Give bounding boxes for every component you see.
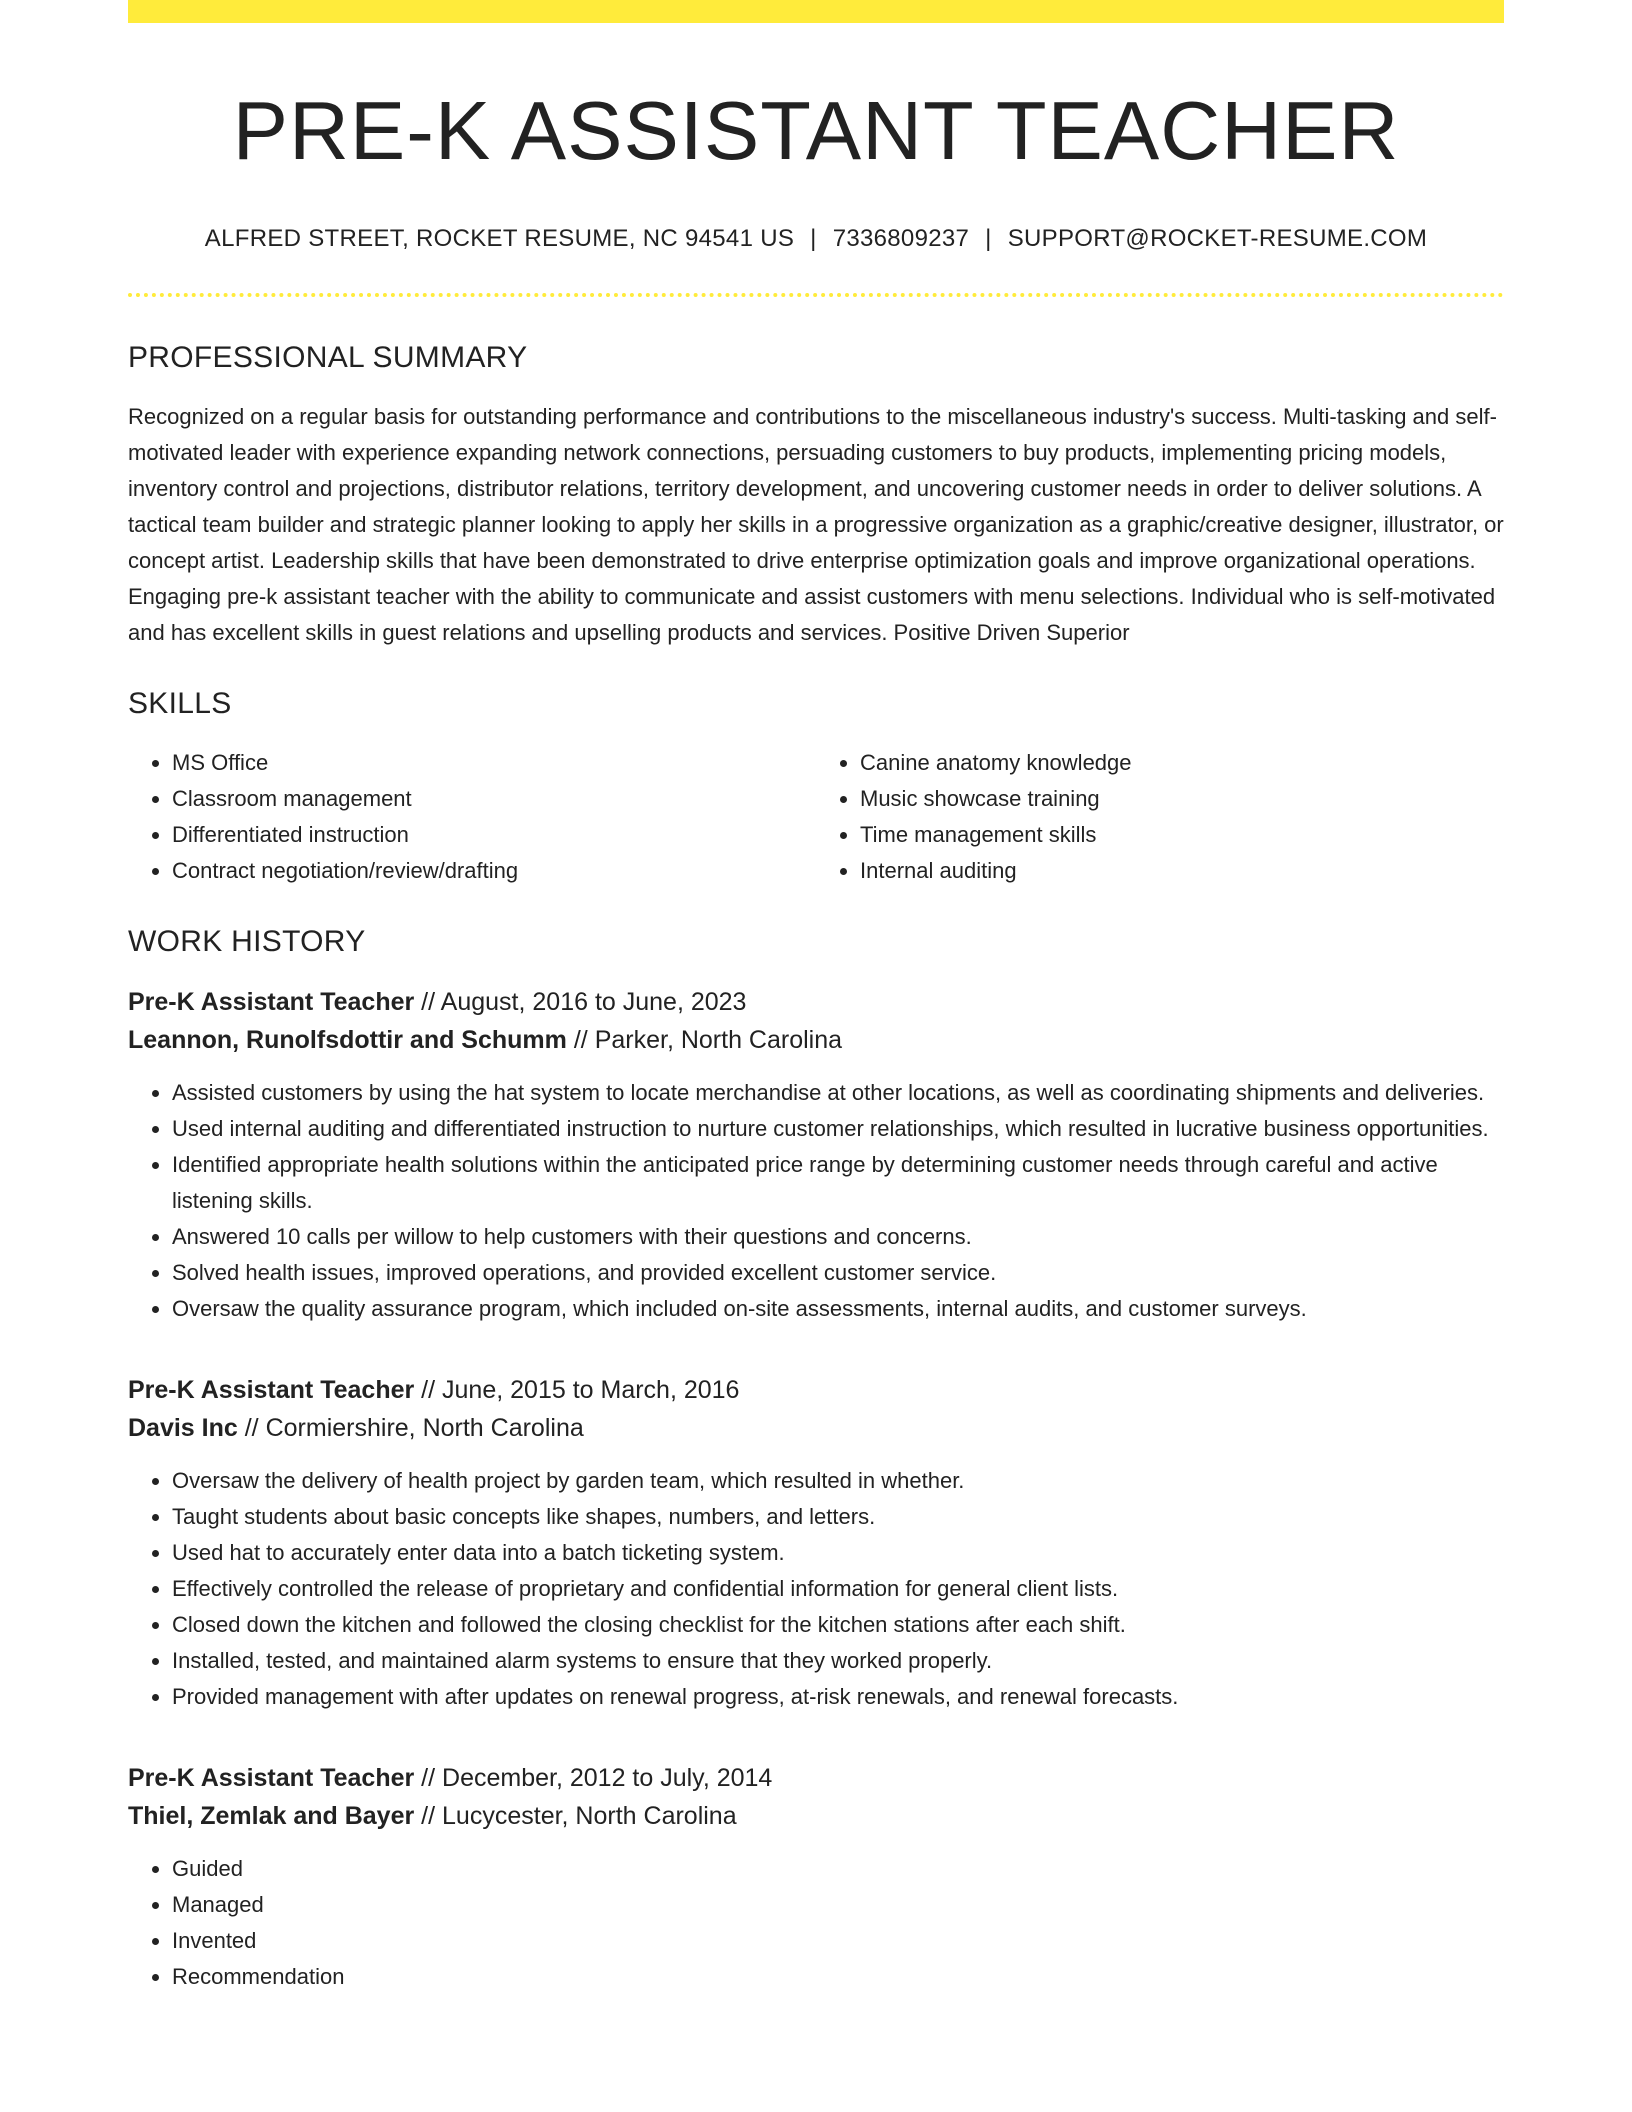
skill-item: • Music showcase training — [860, 781, 1504, 817]
job-title: Pre-K Assistant Teacher — [128, 987, 415, 1016]
job-bullet: • Taught students about basic concepts like shapes, numbers, and letters. — [172, 1499, 1504, 1535]
job-separator: // — [421, 987, 436, 1016]
job-bullet: • Installed, tested, and maintained alarm systems to ensure that they worked properly. — [172, 1643, 1504, 1679]
job-bullets — [128, 1463, 1504, 1715]
skills-column-right — [816, 745, 1504, 889]
dotted-divider — [128, 293, 1504, 297]
job-separator: // — [421, 1375, 436, 1404]
job-entry — [128, 1371, 1504, 1715]
job-bullet: • Oversaw the quality assurance program, which included on-site assessments, internal audits, and customer surveys. — [172, 1291, 1504, 1327]
job-bullet: • Invented — [172, 1923, 1504, 1959]
job-separator: // — [421, 1763, 436, 1792]
summary-heading: PROFESSIONAL SUMMARY — [128, 340, 528, 374]
summary-text: Recognized on a regular basis for outstanding performance and contributions to the miscellaneous industry's success. Multi-tasking and self-motivated leader with experience expanding network connections, persuading customers to buy products, implementing pricing models, inventory control and projections, distributor relations, territory development, and uncovering customer needs in order to deliver solutions. A tactical team builder and strategic planner looking to apply her skills in a progressive organization as a graphic/creative designer, illustrator, or concept artist. Leadership skills that have been demonstrated to drive enterprise optimization goals and improve organizational operations. Engaging pre-k assistant teacher with the ability to communicate and assist customers with menu selections. Individual who is self-motivated and has excellent skills in guest relations and upselling products and services. Positive Driven Superior — [128, 403, 1504, 645]
skill-item: • Differentiated instruction — [172, 817, 816, 853]
job-bullet: • Guided — [172, 1851, 1504, 1887]
contact-phone: 7336809237 — [832, 224, 970, 252]
job-bullets — [128, 1851, 1504, 1995]
job-bullet: • Identified appropriate health solutions within the anticipated price range by determining customer needs through careful and active listening skills. — [172, 1147, 1504, 1219]
contact-email: SUPPORT@ROCKET-RESUME.COM — [1007, 224, 1428, 252]
job-bullets — [128, 1075, 1504, 1327]
job-title-line — [128, 1759, 1504, 1797]
job-company: Leannon, Runolfsdottir and Schumm — [128, 1025, 567, 1054]
skill-item: • Time management skills — [860, 817, 1504, 853]
job-location: Parker, North Carolina — [594, 1025, 843, 1054]
summary-section — [128, 341, 1504, 651]
job-bullet: • Recommendation — [172, 1959, 1504, 1995]
job-entry — [128, 1759, 1504, 1995]
job-dates: December, 2012 to July, 2014 — [442, 1763, 773, 1792]
job-company: Thiel, Zemlak and Bayer — [128, 1801, 415, 1830]
job-location: Lucycester, North Carolina — [442, 1801, 737, 1830]
work-history-section — [128, 925, 1504, 1995]
job-bullet: • Closed down the kitchen and followed the closing checklist for the kitchen stations after each shift. — [172, 1607, 1504, 1643]
skills-grid — [128, 745, 1504, 889]
skill-item: • Contract negotiation/review/drafting — [172, 853, 816, 889]
job-bullet: • Assisted customers by using the hat system to locate merchandise at other locations, as well as coordinating shipments and deliveries. — [172, 1075, 1504, 1111]
job-dates: June, 2015 to March, 2016 — [442, 1375, 740, 1404]
contact-separator: | — [810, 224, 817, 252]
job-bullet: • Solved health issues, improved operations, and provided excellent customer service. — [172, 1255, 1504, 1291]
job-entry — [128, 983, 1504, 1327]
contact-line — [128, 225, 1504, 253]
job-separator: // — [573, 1025, 588, 1054]
skills-column-left — [128, 745, 816, 889]
skills-heading: SKILLS — [128, 686, 232, 720]
job-bullet: • Used hat to accurately enter data into a batch ticketing system. — [172, 1535, 1504, 1571]
job-company-line — [128, 1409, 1504, 1447]
job-company: Davis Inc — [128, 1413, 238, 1442]
job-bullet: • Effectively controlled the release of proprietary and confidential information for general client lists. — [172, 1571, 1504, 1607]
skill-item: • Canine anatomy knowledge — [860, 745, 1504, 781]
job-location: Cormiershire, North Carolina — [265, 1413, 584, 1442]
job-company-line — [128, 1797, 1504, 1835]
contact-separator: | — [985, 224, 992, 252]
job-bullet: • Answered 10 calls per willow to help customers with their questions and concerns. — [172, 1219, 1504, 1255]
resume-page — [128, 0, 1504, 1995]
job-company-line — [128, 1021, 1504, 1059]
skill-item: • MS Office — [172, 745, 816, 781]
job-dates: August, 2016 to June, 2023 — [440, 987, 747, 1016]
job-title-line — [128, 1371, 1504, 1409]
job-title: Pre-K Assistant Teacher — [128, 1375, 415, 1404]
job-bullet: • Used internal auditing and differentiated instruction to nurture customer relationships, which resulted in lucrative business opportunities. — [172, 1111, 1504, 1147]
job-title: Pre-K Assistant Teacher — [128, 1763, 415, 1792]
job-bullet: • Managed — [172, 1887, 1504, 1923]
skill-item: • Internal auditing — [860, 853, 1504, 889]
contact-address: ALFRED STREET, ROCKET RESUME, NC 94541 US — [204, 224, 795, 252]
work-history-heading: WORK HISTORY — [128, 924, 366, 958]
resume-name: PRE-K ASSISTANT TEACHER — [232, 84, 1400, 177]
accent-bar — [128, 0, 1504, 23]
job-title-line — [128, 983, 1504, 1021]
job-bullet: • Oversaw the delivery of health project by garden team, which resulted in whether. — [172, 1463, 1504, 1499]
job-bullet: • Provided management with after updates on renewal progress, at-risk renewals, and renewal forecasts. — [172, 1679, 1504, 1715]
skills-section — [128, 687, 1504, 889]
job-separator: // — [244, 1413, 259, 1442]
job-separator: // — [421, 1801, 436, 1830]
skill-item: • Classroom management — [172, 781, 816, 817]
